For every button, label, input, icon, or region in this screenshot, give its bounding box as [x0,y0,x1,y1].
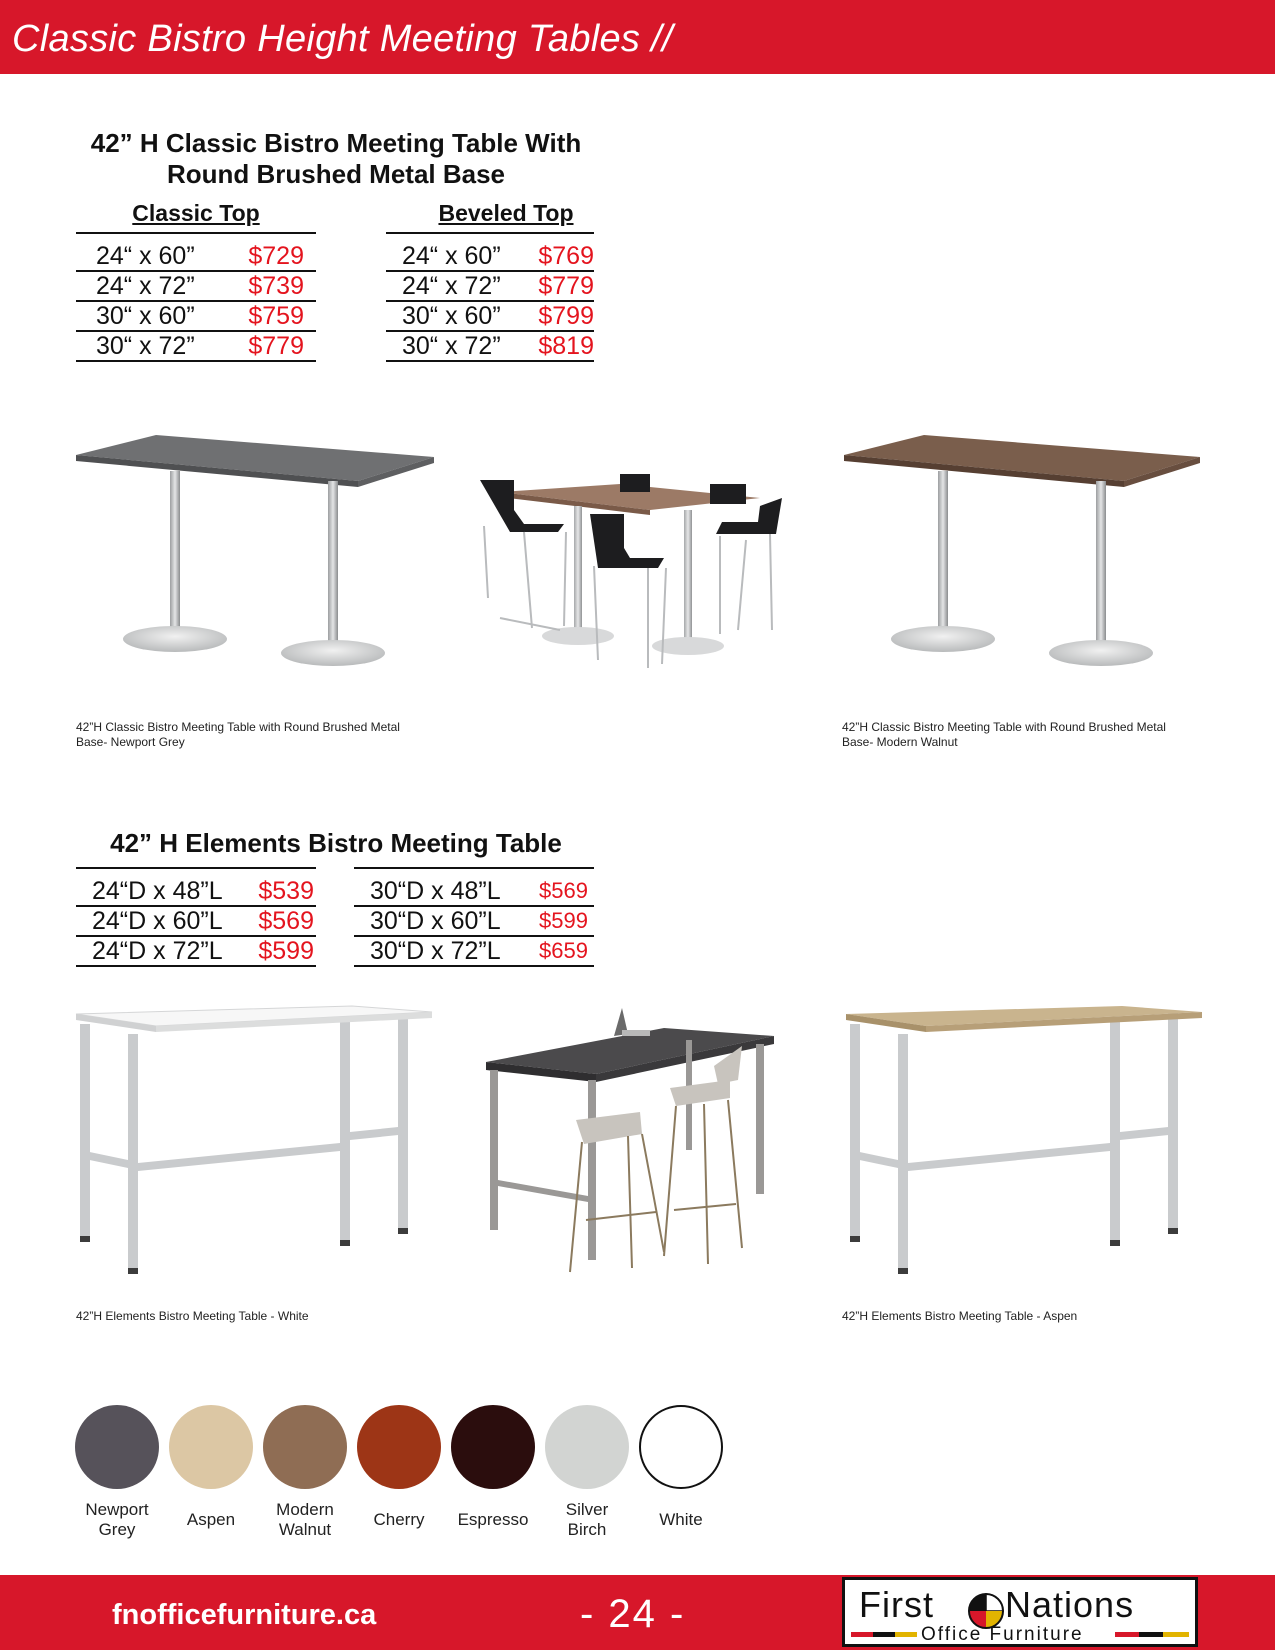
price-row [386,272,594,302]
section1-title-line1: 42” H Classic Bistro Meeting Table With [90,128,582,158]
price-row [76,242,316,272]
swatch-label-line2: Grey [98,1520,136,1539]
swatch-white [639,1405,723,1489]
swatch-label-line1: Newport [85,1500,149,1519]
elements-table-aspen-image [842,998,1212,1275]
swatch-label-line1: Cherry [373,1510,425,1529]
price-row [76,877,316,907]
size-label: 24“D x 48”L [92,877,223,905]
price-row [354,937,594,967]
classic-table-grey-image [72,425,440,675]
price-row [354,877,594,907]
size-label: 30“D x 60”L [370,907,501,935]
beveled-top-heading: Beveled Top [438,200,574,226]
size-label: 30“ x 60” [96,302,195,330]
price-value: $779 [248,332,304,360]
caption-classic-grey: 42”H Classic Bistro Meeting Table with Round Brushed Metal Base- Newport Grey [76,720,400,749]
size-label: 24“D x 60”L [92,907,223,935]
swatch-label-line1: Aspen [186,1510,236,1529]
swatch-label-line1: Modern [276,1500,334,1519]
caption-elements-aspen: 42”H Elements Bistro Meeting Table - Aspen [842,1309,1078,1323]
caption-elements-white: 42”H Elements Bistro Meeting Table - White [76,1309,309,1323]
classic-table-with-chairs-image [470,470,820,690]
logo-stripe-right [1115,1632,1189,1638]
price-value: $759 [248,302,304,330]
swatch-label-line2: Walnut [278,1520,332,1539]
size-label: 30“D x 72”L [370,937,501,965]
price-value: $739 [248,272,304,300]
footer-website-link[interactable]: fnofficefurniture.ca [112,1599,377,1631]
swatch-modern-walnut [263,1405,347,1489]
swatch-cherry [357,1405,441,1489]
price-value: $799 [538,302,594,330]
section2-title: 42” H Elements Bistro Meeting Table [110,828,562,858]
price-value: $599 [258,937,314,965]
price-row [386,242,594,272]
classic-top-price-table [76,232,316,362]
swatch-espresso [451,1405,535,1489]
price-row [76,937,316,967]
size-label: 30“ x 60” [402,302,501,330]
price-value: $659 [539,938,588,963]
price-value: $569 [258,907,314,935]
price-row [76,332,316,362]
logo-subtitle: Office Furniture [921,1624,1084,1645]
caption-classic-walnut: 42”H Classic Bistro Meeting Table with Round Brushed Metal Base- Modern Walnut [842,720,1166,749]
swatch-silver-birch [545,1405,629,1489]
price-row [354,907,594,937]
page-number: - 24 - [580,1592,686,1636]
logo-stripe-left [851,1632,917,1638]
swatch-label-line1: Silver [565,1500,609,1519]
logo-nations-text: Nations [1005,1584,1135,1625]
elements-24d-price-table [76,867,316,967]
size-label: 24“ x 60” [402,242,501,270]
page-title: Classic Bistro Height Meeting Tables // [12,18,673,60]
elements-30d-price-table [354,867,594,967]
size-label: 24“ x 72” [402,272,501,300]
first-nations-logo [842,1577,1198,1647]
size-label: 24“ x 72” [96,272,195,300]
swatch-label-line1: White [659,1510,703,1529]
swatch-label [626,1510,736,1530]
price-value: $769 [538,242,594,270]
size-label: 24“ x 60” [96,242,195,270]
swatch-label-line1: Espresso [457,1510,529,1529]
size-label: 30“ x 72” [402,332,501,360]
price-row [76,907,316,937]
section1-title-line2: Round Brushed Metal Base [166,159,506,189]
price-row [76,272,316,302]
classic-table-walnut-image [842,425,1210,675]
price-value: $729 [248,242,304,270]
price-row [386,332,594,362]
swatch-newport-grey [75,1405,159,1489]
price-value: $539 [258,877,314,905]
price-row [386,302,594,332]
price-value: $569 [539,878,588,903]
price-value: $779 [538,272,594,300]
beveled-top-price-table [386,232,594,362]
size-label: 30“D x 48”L [370,877,501,905]
price-value: $599 [539,908,588,933]
elements-table-white-image [72,1000,442,1275]
elements-table-grey-with-stools-image [478,1000,818,1280]
logo-first-text: First [859,1584,934,1625]
classic-top-heading: Classic Top [132,200,260,226]
price-row [76,302,316,332]
swatch-aspen [169,1405,253,1489]
swatch-label-line2: Birch [567,1520,607,1539]
section1-title [76,128,596,190]
price-value: $819 [538,332,594,360]
size-label: 24“D x 72”L [92,937,223,965]
size-label: 30“ x 72” [96,332,195,360]
